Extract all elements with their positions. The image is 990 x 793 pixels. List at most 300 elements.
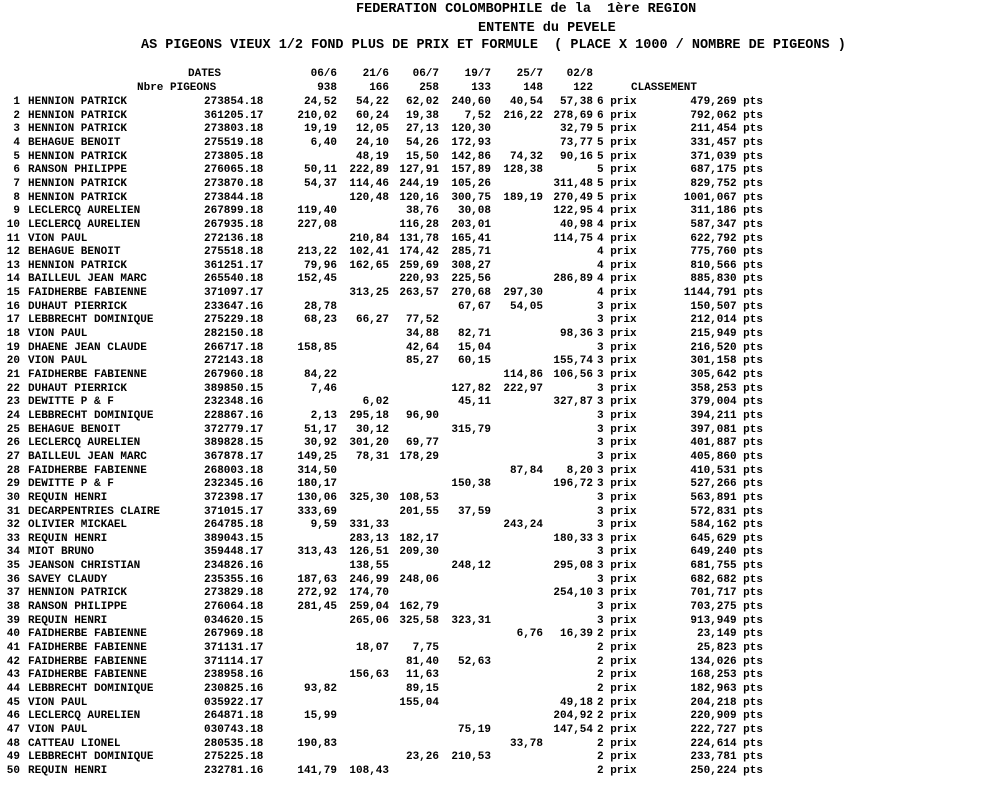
cell-value-21-6: 18,07 [355, 642, 389, 654]
cell-fancier: DECARPENTRIES CLAIRE [28, 505, 161, 518]
cell-value-06-6: 30,92 [303, 437, 337, 450]
table-row [0, 641, 990, 655]
cell-value-02-8: 16,39 [559, 628, 593, 641]
cell-fancier: BEHAGUE BENOIT [28, 136, 121, 149]
cell-value-21-6: 126,51 [349, 546, 389, 559]
cell-rank: 18 [6, 328, 20, 341]
cell-value-02-8: 286,89 [553, 273, 593, 286]
cell-points: 479,269 pts [690, 96, 763, 108]
cell-value-06-7: 62,02 [405, 96, 439, 108]
cell-value-21-6: 301,20 [349, 437, 389, 450]
cell-prix-count: 2 prix [597, 751, 637, 764]
cell-rank: 29 [6, 478, 20, 491]
cell-rank: 47 [6, 723, 20, 736]
cell-ring: 273803.18 [204, 123, 264, 136]
cell-prix-count: 6 prix [597, 96, 637, 108]
cell-value-02-8: 278,69 [553, 109, 593, 122]
table-row [0, 327, 990, 341]
cell-value-06-6: 7,46 [310, 382, 337, 395]
cell-rank: 40 [6, 628, 20, 641]
cell-value-06-6: 333,69 [297, 505, 337, 518]
cell-rank: 46 [6, 710, 20, 723]
cell-prix-count: 4 prix [597, 205, 637, 218]
cell-value-21-6: 30,12 [355, 423, 389, 436]
table-row [0, 627, 990, 641]
cell-value-19-7: 7,52 [464, 109, 491, 122]
cell-value-21-6: 102,41 [349, 246, 389, 259]
cell-points: 410,531 pts [690, 464, 763, 477]
cell-rank: 12 [6, 246, 20, 259]
cell-points: 25,823 pts [696, 642, 763, 654]
cell-rank: 19 [6, 341, 20, 354]
cell-value-25-7: 33,78 [509, 737, 543, 750]
cell-rank: 13 [6, 259, 20, 272]
table-row [0, 232, 990, 246]
cell-rank: 17 [6, 314, 20, 327]
cell-value-19-7: 308,27 [451, 259, 491, 272]
cell-points: 701,717 pts [690, 587, 763, 600]
cell-value-02-8: 114,75 [553, 232, 593, 245]
cell-value-06-7: 27,13 [405, 123, 439, 136]
cell-ring: 275518.18 [204, 246, 264, 259]
cell-prix-count: 3 prix [597, 355, 637, 368]
cell-value-19-7: 203,01 [451, 218, 491, 231]
table-row [0, 272, 990, 286]
cell-value-06-7: 96,90 [405, 409, 439, 422]
cell-prix-count: 3 prix [597, 505, 637, 518]
cell-value-06-6: 281,45 [297, 601, 337, 614]
cell-fancier: VION PAUL [28, 328, 88, 341]
cell-value-06-6: 190,83 [297, 737, 337, 750]
cell-rank: 26 [6, 437, 20, 450]
cell-value-06-7: 108,53 [399, 491, 439, 504]
cell-prix-count: 4 prix [597, 259, 637, 272]
cell-points: 204,218 pts [690, 696, 763, 709]
cell-value-06-7: 81,40 [405, 655, 439, 668]
cell-points: 23,149 pts [696, 628, 763, 641]
cell-value-19-7: 30,08 [457, 205, 491, 218]
cell-fancier: LEBBRECHT DOMINIQUE [28, 409, 154, 422]
cell-value-21-6: 66,27 [355, 314, 389, 327]
cell-prix-count: 3 prix [597, 396, 637, 409]
cell-value-06-7: 7,75 [412, 642, 439, 654]
cell-prix-count: 5 prix [597, 191, 637, 204]
cell-value-06-7: 209,30 [399, 546, 439, 559]
cell-fancier: LEBBRECHT DOMINIQUE [28, 314, 154, 327]
cell-value-19-7: 120,30 [451, 123, 491, 136]
cell-points: 250,224 pts [690, 764, 763, 777]
table-row [0, 505, 990, 519]
cell-fancier: LEBBRECHT DOMINIQUE [28, 682, 154, 695]
cell-value-02-8: 90,16 [559, 150, 593, 163]
cell-points: 220,909 pts [690, 710, 763, 723]
cell-value-25-7: 189,19 [503, 191, 543, 204]
date-header-4: 19/7 [464, 68, 491, 80]
cell-points: 649,240 pts [690, 546, 763, 559]
cell-value-06-7: 11,63 [405, 669, 439, 682]
date-header-5: 25/7 [516, 68, 543, 80]
cell-fancier: CATTEAU LIONEL [28, 737, 121, 750]
cell-prix-count: 5 prix [597, 123, 637, 136]
cell-value-02-8: 311,48 [553, 177, 593, 190]
cell-fancier: FAIDHERBE FABIENNE [28, 369, 147, 381]
table-row [0, 737, 990, 751]
cell-rank: 31 [6, 505, 20, 518]
cell-points: 572,831 pts [690, 505, 763, 518]
cell-rank: 37 [6, 587, 20, 600]
cell-rank: 34 [6, 546, 20, 559]
cell-fancier: HENNION PATRICK [28, 259, 128, 272]
cell-ring: 234826.16 [204, 560, 264, 573]
cell-rank: 6 [13, 164, 20, 177]
cell-rank: 1 [13, 96, 20, 108]
cell-ring: 273844.18 [204, 191, 264, 204]
cell-value-06-6: 24,52 [303, 96, 337, 108]
table-row [0, 532, 990, 546]
cell-ring: 267969.18 [204, 628, 264, 641]
cell-prix-count: 3 prix [597, 409, 637, 422]
cell-ring: 232348.16 [204, 396, 264, 409]
cell-fancier: DEWITTE P & F [28, 396, 114, 409]
cell-points: 168,253 pts [690, 669, 763, 682]
cell-value-19-7: 142,86 [451, 150, 491, 163]
table-row [0, 750, 990, 764]
cell-value-02-8: 8,20 [566, 464, 593, 477]
cell-fancier: FAIDHERBE FABIENNE [28, 655, 147, 668]
cell-points: 682,682 pts [690, 573, 763, 586]
cell-value-02-8: 40,98 [559, 218, 593, 231]
table-row [0, 696, 990, 710]
nbre-pigeons-label: Nbre PIGEONS [137, 82, 217, 94]
cell-value-21-6: 174,70 [349, 587, 389, 600]
cell-value-06-7: 178,29 [399, 450, 439, 463]
cell-value-06-7: 248,06 [399, 573, 439, 586]
cell-ring: 372398.17 [204, 491, 264, 504]
cell-rank: 42 [6, 655, 20, 668]
cell-ring: 228867.16 [204, 409, 264, 422]
table-row [0, 395, 990, 409]
cell-ring: 230825.16 [204, 682, 264, 695]
cell-value-19-7: 172,93 [451, 136, 491, 149]
table-row [0, 245, 990, 259]
cell-points: 645,629 pts [690, 532, 763, 545]
cell-prix-count: 3 prix [597, 328, 637, 341]
cell-points: 211,454 pts [690, 123, 763, 136]
cell-points: 405,860 pts [690, 450, 763, 463]
table-row [0, 409, 990, 423]
header-dates-row [0, 67, 990, 81]
cell-value-06-7: 120,16 [399, 191, 439, 204]
cell-value-06-6: 272,92 [297, 587, 337, 600]
cell-fancier: VION PAUL [28, 696, 88, 709]
cell-rank: 4 [13, 136, 20, 149]
cell-ring: 371097.17 [204, 287, 264, 300]
header-counts-row [0, 81, 990, 95]
cell-value-21-6: 222,89 [349, 164, 389, 177]
cell-ring: 276065.18 [204, 164, 264, 177]
cell-value-25-7: 74,32 [509, 150, 543, 163]
cell-fancier: HENNION PATRICK [28, 96, 128, 108]
cell-rank: 14 [6, 273, 20, 286]
cell-prix-count: 2 prix [597, 642, 637, 654]
cell-value-02-8: 147,54 [553, 723, 593, 736]
cell-ring: 267960.18 [204, 369, 264, 381]
cell-value-21-6: 78,31 [355, 450, 389, 463]
cell-value-06-7: 201,55 [399, 505, 439, 518]
table-row [0, 354, 990, 368]
cell-fancier: REQUIN HENRI [28, 614, 108, 627]
cell-ring: 276064.18 [204, 601, 264, 614]
cell-fancier: VION PAUL [28, 723, 88, 736]
cell-ring: 273829.18 [204, 587, 264, 600]
cell-fancier: SAVEY CLAUDY [28, 573, 108, 586]
date-header-6: 02/8 [566, 68, 593, 80]
cell-points: 215,949 pts [690, 328, 763, 341]
cell-points: 311,186 pts [690, 205, 763, 218]
cell-fancier: FAIDHERBE FABIENNE [28, 464, 147, 477]
cell-points: 587,347 pts [690, 218, 763, 231]
cell-ring: 267935.18 [204, 218, 264, 231]
cell-fancier: REQUIN HENRI [28, 764, 108, 777]
cell-value-21-6: 138,55 [349, 560, 389, 573]
cell-rank: 32 [6, 519, 20, 532]
cell-points: 829,752 pts [690, 177, 763, 190]
table-row [0, 600, 990, 614]
cell-rank: 23 [6, 396, 20, 409]
cell-value-06-6: 68,23 [303, 314, 337, 327]
table-row [0, 614, 990, 628]
cell-value-06-6: 51,17 [303, 423, 337, 436]
cell-value-06-6: 141,79 [297, 764, 337, 777]
cell-ring: 273854.18 [204, 96, 264, 108]
cell-prix-count: 3 prix [597, 464, 637, 477]
cell-fancier: DUHAUT PIERRICK [28, 300, 128, 313]
table-row [0, 122, 990, 136]
cell-value-06-7: 89,15 [405, 682, 439, 695]
cell-value-06-7: 42,64 [405, 341, 439, 354]
cell-rank: 50 [6, 764, 20, 777]
cell-fancier: JEANSON CHRISTIAN [28, 560, 141, 573]
table-row [0, 464, 990, 478]
cell-value-19-7: 45,11 [457, 396, 491, 409]
cell-fancier: DEWITTE P & F [28, 478, 114, 491]
cell-rank: 45 [6, 696, 20, 709]
cell-prix-count: 4 prix [597, 232, 637, 245]
cell-prix-count: 3 prix [597, 450, 637, 463]
cell-ring: 389828.15 [204, 437, 264, 450]
cell-ring: 361251.17 [204, 259, 264, 272]
cell-ring: 265540.18 [204, 273, 264, 286]
cell-rank: 28 [6, 464, 20, 477]
cell-rank: 15 [6, 287, 20, 300]
cell-prix-count: 2 prix [597, 737, 637, 750]
table-row [0, 218, 990, 232]
cell-value-06-6: 9,59 [310, 519, 337, 532]
cell-value-21-6: 6,02 [362, 396, 389, 409]
cell-value-21-6: 265,06 [349, 614, 389, 627]
cell-ring: 264785.18 [204, 519, 264, 532]
cell-value-02-8: 204,92 [553, 710, 593, 723]
cell-fancier: HENNION PATRICK [28, 150, 128, 163]
cell-fancier: LECLERCQ AURELIEN [28, 710, 141, 723]
cell-rank: 22 [6, 382, 20, 395]
table-row [0, 655, 990, 669]
cell-value-19-7: 127,82 [451, 382, 491, 395]
cell-prix-count: 3 prix [597, 382, 637, 395]
date-header-3: 06/7 [412, 68, 439, 80]
cell-fancier: DHAENE JEAN CLAUDE [28, 341, 147, 354]
cell-fancier: FAIDHERBE FABIENNE [28, 287, 147, 300]
cell-prix-count: 4 prix [597, 287, 637, 300]
cell-value-25-7: 87,84 [509, 464, 543, 477]
cell-prix-count: 5 prix [597, 177, 637, 190]
cell-value-06-6: 314,50 [297, 464, 337, 477]
cell-value-06-7: 116,28 [399, 218, 439, 231]
cell-value-06-7: 244,19 [399, 177, 439, 190]
table-row [0, 368, 990, 382]
table-row [0, 423, 990, 437]
cell-prix-count: 4 prix [597, 218, 637, 231]
cell-points: 622,792 pts [690, 232, 763, 245]
cell-fancier: BAILLEUL JEAN MARC [28, 273, 147, 286]
table-row [0, 573, 990, 587]
cell-prix-count: 2 prix [597, 710, 637, 723]
cell-value-25-7: 297,30 [503, 287, 543, 300]
entente-subtitle: ENTENTE du PEVELE [478, 21, 616, 36]
federation-title: FEDERATION COLOMBOPHILE de la 1ère REGION [356, 2, 697, 17]
cell-rank: 39 [6, 614, 20, 627]
table-row [0, 163, 990, 177]
cell-value-19-7: 60,15 [457, 355, 491, 368]
cell-value-19-7: 75,19 [457, 723, 491, 736]
cell-points: 371,039 pts [690, 150, 763, 163]
cell-prix-count: 3 prix [597, 532, 637, 545]
cell-ring: 272143.18 [204, 355, 264, 368]
count-header-1: 938 [317, 82, 337, 94]
cell-points: 584,162 pts [690, 519, 763, 532]
cell-prix-count: 5 prix [597, 136, 637, 149]
cell-points: 358,253 pts [690, 382, 763, 395]
competition-title: AS PIGEONS VIEUX 1/2 FOND PLUS DE PRIX ET FORMULE ( PLACE X 1000 / NOMBRE DE PIGEONS ) [141, 38, 846, 53]
cell-prix-count: 5 prix [597, 164, 637, 177]
cell-value-02-8: 254,10 [553, 587, 593, 600]
cell-rank: 24 [6, 409, 20, 422]
cell-prix-count: 3 prix [597, 614, 637, 627]
table-row [0, 723, 990, 737]
table-row [0, 341, 990, 355]
table-row [0, 709, 990, 723]
cell-rank: 27 [6, 450, 20, 463]
classement-label: CLASSEMENT [631, 82, 698, 94]
cell-fancier: LEBBRECHT DOMINIQUE [28, 751, 154, 764]
date-header-2: 21/6 [362, 68, 389, 80]
cell-fancier: MIOT BRUNO [28, 546, 95, 559]
cell-prix-count: 3 prix [597, 573, 637, 586]
cell-value-06-7: 34,88 [405, 328, 439, 341]
cell-fancier: FAIDHERBE FABIENNE [28, 628, 147, 641]
cell-value-06-7: 23,26 [405, 751, 439, 764]
cell-ring: 266717.18 [204, 341, 264, 354]
cell-value-02-8: 57,38 [559, 96, 593, 108]
cell-ring: 361205.17 [204, 109, 264, 122]
cell-prix-count: 4 prix [597, 246, 637, 259]
table-row [0, 764, 990, 778]
cell-ring: 371131.17 [204, 642, 264, 654]
cell-value-02-8: 155,74 [553, 355, 593, 368]
cell-value-21-6: 60,24 [355, 109, 389, 122]
cell-ring: 232781.16 [204, 764, 264, 777]
cell-value-06-6: 19,19 [303, 123, 337, 136]
cell-points: 394,211 pts [690, 409, 763, 422]
cell-value-02-8: 32,79 [559, 123, 593, 136]
cell-value-25-7: 54,05 [509, 300, 543, 313]
cell-value-02-8: 98,36 [559, 328, 593, 341]
table-row [0, 436, 990, 450]
count-header-3: 258 [419, 82, 439, 94]
cell-fancier: FAIDHERBE FABIENNE [28, 669, 147, 682]
cell-value-25-7: 114,86 [503, 369, 543, 381]
cell-rank: 5 [13, 150, 20, 163]
table-row [0, 95, 990, 109]
cell-prix-count: 3 prix [597, 300, 637, 313]
cell-points: 134,026 pts [690, 655, 763, 668]
cell-fancier: DUHAUT PIERRICK [28, 382, 128, 395]
cell-ring: 232345.16 [204, 478, 264, 491]
cell-value-21-6: 259,04 [349, 601, 389, 614]
cell-ring: 273805.18 [204, 150, 264, 163]
cell-fancier: HENNION PATRICK [28, 191, 128, 204]
cell-rank: 9 [13, 205, 20, 218]
table-row [0, 382, 990, 396]
cell-value-06-7: 182,17 [399, 532, 439, 545]
cell-value-19-7: 165,41 [451, 232, 491, 245]
cell-prix-count: 3 prix [597, 519, 637, 532]
cell-ring: 275229.18 [204, 314, 264, 327]
cell-value-02-8: 106,56 [553, 369, 593, 381]
dates-label: DATES [188, 68, 222, 80]
cell-prix-count: 4 prix [597, 273, 637, 286]
cell-value-21-6: 331,33 [349, 519, 389, 532]
cell-points: 224,614 pts [690, 737, 763, 750]
cell-value-06-6: 158,85 [297, 341, 337, 354]
cell-value-02-8: 49,18 [559, 696, 593, 709]
cell-value-06-7: 162,79 [399, 601, 439, 614]
cell-prix-count: 3 prix [597, 314, 637, 327]
cell-points: 1001,067 pts [683, 191, 763, 204]
cell-ring: 238958.16 [204, 669, 264, 682]
cell-ring: 267899.18 [204, 205, 264, 218]
cell-prix-count: 3 prix [597, 601, 637, 614]
cell-value-06-6: 152,45 [297, 273, 337, 286]
cell-points: 687,175 pts [690, 164, 763, 177]
cell-value-19-7: 323,31 [451, 614, 491, 627]
cell-value-02-8: 180,33 [553, 532, 593, 545]
cell-fancier: LECLERCQ AURELIEN [28, 218, 141, 231]
cell-points: 775,760 pts [690, 246, 763, 259]
cell-rank: 25 [6, 423, 20, 436]
cell-value-25-7: 6,76 [516, 628, 543, 641]
cell-fancier: RANSON PHILIPPE [28, 601, 128, 614]
cell-ring: 371114.17 [204, 655, 264, 668]
table-row [0, 109, 990, 123]
cell-prix-count: 2 prix [597, 723, 637, 736]
cell-ring: 389850.15 [204, 382, 264, 395]
cell-rank: 20 [6, 355, 20, 368]
cell-fancier: LECLERCQ AURELIEN [28, 205, 141, 218]
cell-ring: 268003.18 [204, 464, 264, 477]
cell-prix-count: 3 prix [597, 437, 637, 450]
cell-rank: 21 [6, 369, 20, 381]
